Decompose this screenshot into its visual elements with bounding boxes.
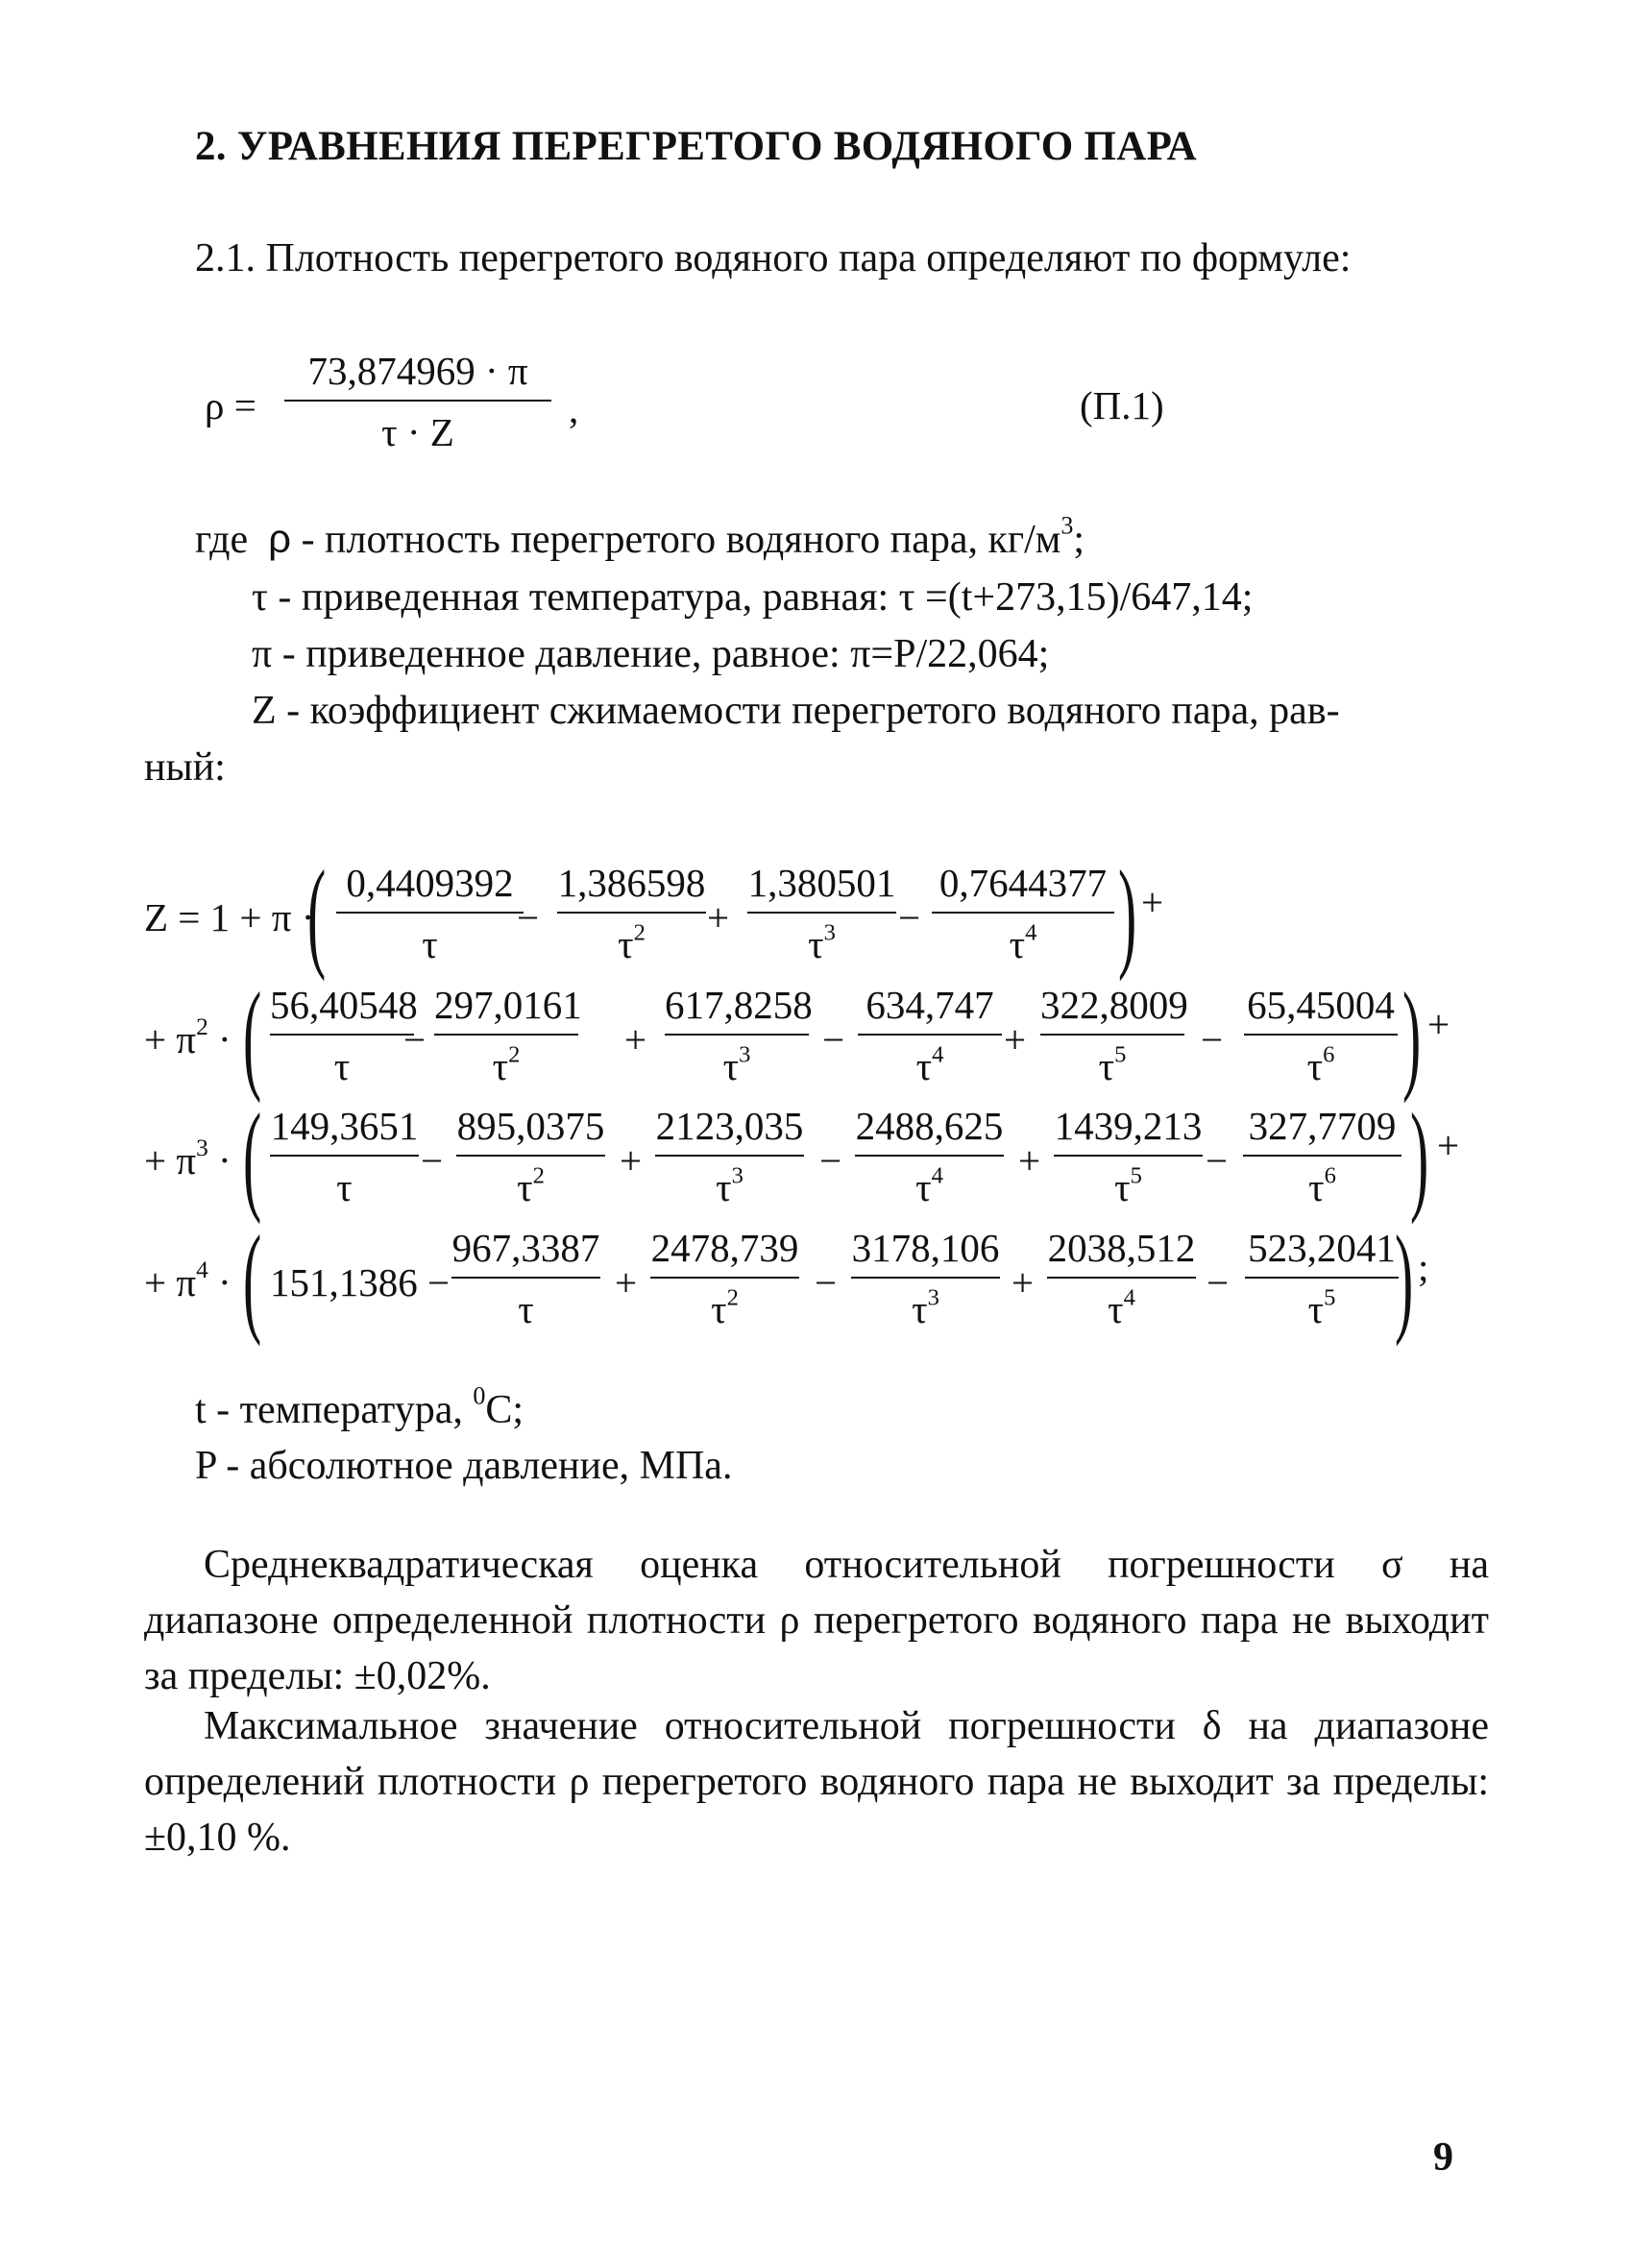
operator-sign: − xyxy=(421,1138,444,1183)
fraction-bar xyxy=(932,912,1114,914)
intro-text: 2.1. Плотность перегретого водяного пара определяют по формуле: xyxy=(195,236,1352,280)
tau-exponent: 4 xyxy=(1123,1284,1135,1311)
paragraph-max-error xyxy=(144,1698,1489,1866)
operator-sign: − xyxy=(898,895,921,939)
fraction-bar xyxy=(451,1277,600,1279)
variable-p: P - абсолютное давление, МПа. xyxy=(195,1444,733,1488)
line-suffix: ; xyxy=(1418,1245,1429,1289)
line-suffix: + xyxy=(1437,1123,1460,1167)
term-denominator: $\tau^4$ xyxy=(1108,1284,1135,1331)
term-denominator: τ xyxy=(422,922,438,966)
term-numerator: 895,0375 xyxy=(456,1104,605,1148)
tau-exponent: 3 xyxy=(823,919,836,946)
tau-exponent: 4 xyxy=(1025,919,1037,946)
term-denominator: τ xyxy=(518,1287,534,1331)
definition-pi: π - приведенное давление, равное: π=P/22,064; xyxy=(252,632,1050,676)
fraction-bar xyxy=(855,1155,1004,1157)
tau-exponent: 5 xyxy=(1324,1284,1336,1311)
term-numerator: 634,747 xyxy=(865,983,994,1027)
term-numerator: 327,7709 xyxy=(1248,1104,1397,1148)
fraction-bar xyxy=(655,1155,804,1157)
term-denominator: $\tau^5$ xyxy=(1098,1041,1127,1088)
tau-exponent: 6 xyxy=(1324,1162,1336,1189)
rho-lhs: ρ = xyxy=(205,383,256,427)
tau-exponent: 4 xyxy=(931,1162,943,1189)
paragraph-max-error-text: Максимальное значение относительной погрешности δ на диапазоне определений плотности ρ перегретого водяного пара не выходит за пределы: ±0,10 %. xyxy=(144,1704,1489,1860)
z-prefix: + $\pi^2$ · xyxy=(144,1012,232,1061)
term-numerator: 2123,035 xyxy=(655,1104,804,1148)
tau-exponent: 2 xyxy=(633,919,646,946)
term-denominator: $\tau^3$ xyxy=(808,919,836,966)
tau-exponent: 3 xyxy=(731,1162,743,1189)
term-denominator: $\tau^4$ xyxy=(1009,919,1037,966)
paragraph-rms-error-text: Среднеквадратическая оценка относительной погрешности σ на диапазоне определенной плотности ρ перегретого водяного пара не выходит за пределы: ±0,02%. xyxy=(144,1543,1489,1698)
term-numerator: 0,7644377 xyxy=(938,861,1108,905)
term-numerator: 967,3387 xyxy=(451,1226,600,1270)
operator-sign: − xyxy=(815,1260,838,1305)
term-numerator: 3178,106 xyxy=(851,1226,1000,1270)
fraction-bar xyxy=(665,1034,809,1036)
term-denominator: $\tau^2$ xyxy=(618,919,646,966)
fraction-bar xyxy=(650,1277,799,1279)
term-denominator: $\tau^3$ xyxy=(716,1162,743,1209)
section-heading: 2. УРАВНЕНИЯ ПЕРЕГРЕТОГО ВОДЯНОГО ПАРА xyxy=(195,124,1198,169)
term-numerator: 2488,625 xyxy=(855,1104,1004,1148)
term-denominator: $\tau^5$ xyxy=(1307,1284,1336,1331)
term-numerator: 0,4409392 xyxy=(346,861,514,905)
z-prefix: + $\pi^4$ · xyxy=(144,1256,232,1305)
definition-tau: τ - приведенная температура, равная: τ =(t+273,15)/647,14; xyxy=(252,575,1254,620)
term-numerator: 523,2041 xyxy=(1248,1226,1396,1270)
term-denominator: $\tau^5$ xyxy=(1114,1162,1142,1209)
fraction-bar xyxy=(456,1155,605,1157)
fraction-bar xyxy=(284,400,551,402)
rho-definition: - плотность перегретого водяного пара, кг/м xyxy=(301,518,1061,562)
fraction-bar xyxy=(336,912,524,914)
operator-sign: − xyxy=(403,1017,427,1061)
operator-sign: − xyxy=(517,895,540,939)
fraction-bar xyxy=(1040,1034,1184,1036)
term-numerator: 1439,213 xyxy=(1054,1104,1203,1148)
tau-exponent: 2 xyxy=(508,1041,521,1068)
tau-exponent: 4 xyxy=(932,1041,944,1068)
tau-exponent: 2 xyxy=(532,1162,545,1189)
where-word: где xyxy=(195,518,249,562)
operator-sign: − xyxy=(1206,1260,1230,1305)
fraction-bar xyxy=(557,912,706,914)
term-denominator: $\tau^4$ xyxy=(915,1162,943,1209)
fraction-bar xyxy=(851,1277,1000,1279)
right-parenthesis: ) xyxy=(1410,1088,1429,1225)
term-numerator: 65,45004 xyxy=(1247,983,1395,1027)
paragraph-rms-error xyxy=(144,1537,1489,1704)
definition-z-cont: ный: xyxy=(144,745,226,790)
term-numerator: 56,40548 xyxy=(270,983,418,1027)
definition-rho xyxy=(195,511,1085,562)
term-numerator: 2478,739 xyxy=(650,1226,799,1270)
tau-exponent: 6 xyxy=(1323,1041,1335,1068)
term-numerator: 1,380501 xyxy=(747,861,896,905)
operator-sign: + xyxy=(1004,1017,1027,1061)
rho-symbol: ρ xyxy=(268,516,292,561)
tau-exponent: 3 xyxy=(739,1041,751,1068)
fraction-bar xyxy=(1054,1155,1203,1157)
fraction-bar xyxy=(434,1034,578,1036)
operator-sign: − xyxy=(822,1017,845,1061)
fraction-bar xyxy=(1244,1034,1398,1036)
operator-sign: + xyxy=(615,1260,638,1305)
formula-p1-comma: , xyxy=(569,387,579,431)
left-parenthesis: ( xyxy=(243,967,262,1104)
right-parenthesis: ) xyxy=(1118,845,1137,982)
term-numerator: 1,386598 xyxy=(557,861,706,905)
term-denominator: $\tau^4$ xyxy=(915,1041,944,1088)
line-suffix: + xyxy=(1427,1002,1450,1046)
right-parenthesis: ) xyxy=(1395,1210,1414,1347)
tau-exponent: 5 xyxy=(1114,1041,1127,1068)
term-numerator: 2038,512 xyxy=(1047,1226,1196,1270)
fraction-bar xyxy=(747,912,896,914)
variable-t xyxy=(195,1381,524,1432)
left-parenthesis: ( xyxy=(243,1088,262,1225)
fraction-bar xyxy=(1245,1277,1399,1279)
pi-exponent: 3 xyxy=(196,1134,208,1161)
operator-sign: − xyxy=(1206,1138,1229,1183)
left-parenthesis: ( xyxy=(307,845,327,982)
tau-exponent: 5 xyxy=(1130,1162,1142,1189)
term-denominator: $\tau^2$ xyxy=(492,1041,521,1088)
term-denominator: $\tau^2$ xyxy=(517,1162,545,1209)
definition-z: Z - коэффициент сжимаемости перегретого водяного пара, рав- xyxy=(252,689,1340,733)
term-denominator: $\tau^6$ xyxy=(1308,1162,1336,1209)
operator-sign: + xyxy=(1018,1138,1041,1183)
term-denominator: $\tau^3$ xyxy=(722,1041,751,1088)
variable-t-text: t - температура, xyxy=(195,1388,474,1432)
formula-p1-denominator: τ · Z xyxy=(381,410,454,454)
term-denominator: $\tau^3$ xyxy=(912,1284,939,1331)
z-prefix: Z = 1 + π · xyxy=(144,895,315,939)
operator-sign: − xyxy=(819,1138,842,1183)
fraction-bar xyxy=(858,1034,1002,1036)
operator-sign: + xyxy=(707,895,730,939)
fraction-bar xyxy=(1047,1277,1196,1279)
tau-exponent: 3 xyxy=(927,1284,939,1311)
pi-exponent: 2 xyxy=(196,1012,208,1040)
fraction-bar xyxy=(270,1155,419,1157)
term-denominator: $\tau^2$ xyxy=(711,1284,739,1331)
operator-sign: + xyxy=(1011,1260,1035,1305)
formula-p1-label: (П.1) xyxy=(1080,383,1164,427)
operator-sign: + xyxy=(624,1017,647,1061)
rho-unit-exponent: 3 xyxy=(1060,511,1074,540)
z-constant: 151,1386 − xyxy=(270,1260,451,1305)
term-numerator: 322,8009 xyxy=(1040,983,1188,1027)
z-prefix: + $\pi^3$ · xyxy=(144,1134,232,1183)
operator-sign: − xyxy=(1201,1017,1224,1061)
term-numerator: 149,3651 xyxy=(270,1104,419,1148)
operator-sign: + xyxy=(620,1138,643,1183)
left-parenthesis: ( xyxy=(243,1210,262,1347)
variable-t-unit: С; xyxy=(485,1388,524,1432)
fraction-bar xyxy=(1243,1155,1401,1157)
degree-symbol: 0 xyxy=(473,1381,486,1410)
page-number: 9 xyxy=(1433,2135,1453,2180)
rho-definition-end: ; xyxy=(1073,518,1085,562)
term-numerator: 297,0161 xyxy=(434,983,582,1027)
right-parenthesis: ) xyxy=(1402,967,1422,1104)
term-numerator: 617,8258 xyxy=(665,983,813,1027)
tau-exponent: 2 xyxy=(726,1284,739,1311)
term-denominator: τ xyxy=(336,1165,353,1209)
term-denominator: $\tau^6$ xyxy=(1306,1041,1335,1088)
fraction-bar xyxy=(270,1034,414,1036)
pi-exponent: 4 xyxy=(196,1256,208,1283)
term-denominator: τ xyxy=(333,1044,351,1088)
line-suffix: + xyxy=(1141,880,1164,924)
formula-p1-numerator: 73,874969 · π xyxy=(307,349,528,393)
